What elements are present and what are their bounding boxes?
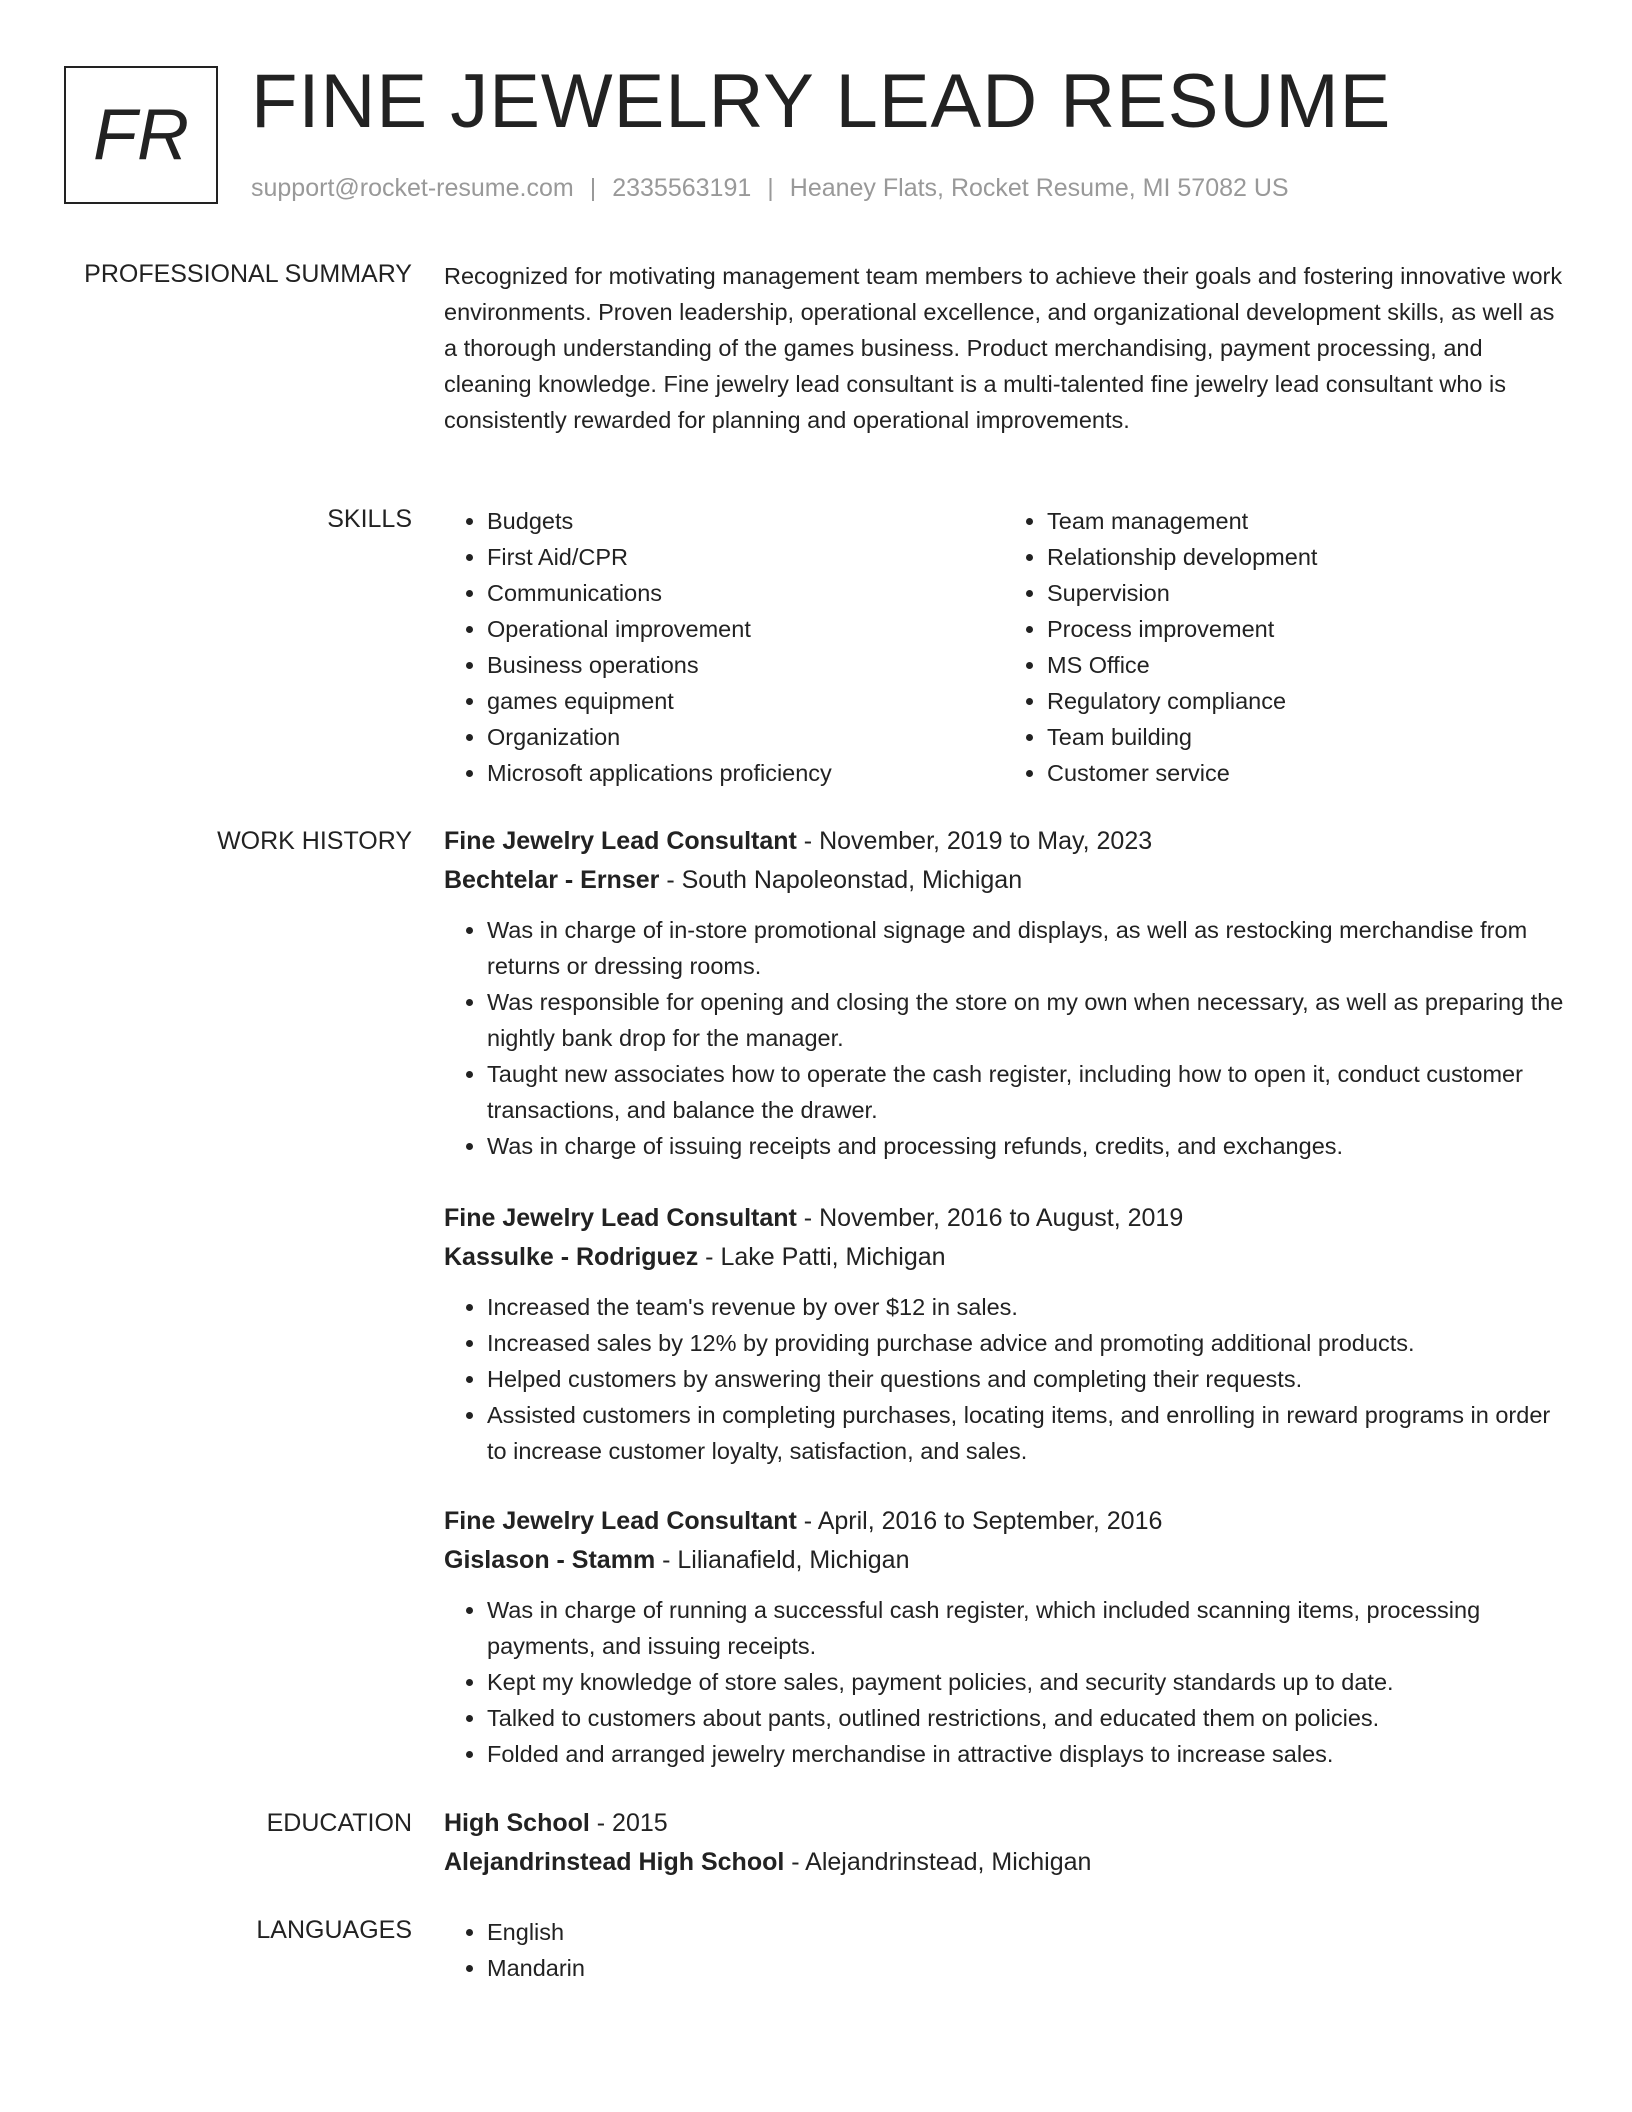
skill-item: • Operational improvement bbox=[487, 611, 1004, 647]
job-title-line bbox=[444, 1199, 1564, 1238]
job-company-line bbox=[444, 1238, 1564, 1277]
job-dates: - November, 2016 to August, 2019 bbox=[796, 1204, 1184, 1232]
section-label-work-history: WORK HISTORY bbox=[217, 827, 412, 855]
job-duty-item: • Was in charge of in-store promotional signage and displays, as well as restocking merchandise from returns or dressing rooms. bbox=[487, 912, 1564, 984]
job-duties-list bbox=[444, 1592, 1564, 1772]
job-duty-item: • Increased the team's revenue by over $12 in sales. bbox=[487, 1289, 1564, 1325]
job-duty-item: • Talked to customers about pants, outlined restrictions, and educated them on policies. bbox=[487, 1700, 1564, 1736]
job-duties-list bbox=[444, 912, 1564, 1164]
skill-item: • Regulatory compliance bbox=[1047, 683, 1564, 719]
education-school: Alejandrinstead High School bbox=[444, 1848, 785, 1876]
job-title: Fine Jewelry Lead Consultant bbox=[444, 1507, 797, 1535]
job-duty-item: • Taught new associates how to operate the cash register, including how to open it, conduct customer transactions, and balance the drawer. bbox=[487, 1056, 1564, 1128]
job-dates: - April, 2016 to September, 2016 bbox=[796, 1507, 1163, 1535]
job-title-line bbox=[444, 1502, 1564, 1541]
skill-item: • Communications bbox=[487, 575, 1004, 611]
monogram-logo: FR bbox=[64, 66, 218, 204]
summary-text: Recognized for motivating management team members to achieve their goals and fostering innovative work environments. Proven leadership, operational excellence, and organizational development skills, as well as a thorough understanding of the games business. Product merchandising, payment processing, and cleaning knowledge. Fine jewelry lead consultant is a multi-talented fine jewelry lead consultant who is consistently rewarded for planning and operational improvements. bbox=[444, 263, 1563, 433]
skills-list-left bbox=[444, 503, 1004, 791]
job-company-line bbox=[444, 1541, 1564, 1580]
language-item: • Mandarin bbox=[487, 1950, 1564, 1986]
skill-item: • Team building bbox=[1047, 719, 1564, 755]
section-label-education: EDUCATION bbox=[266, 1809, 412, 1837]
job-duty-item: • Increased sales by 12% by providing purchase advice and promoting additional products. bbox=[487, 1325, 1564, 1361]
job-entry bbox=[444, 822, 1564, 1164]
skill-item: • Process improvement bbox=[1047, 611, 1564, 647]
skill-item: • MS Office bbox=[1047, 647, 1564, 683]
section-label-summary: PROFESSIONAL SUMMARY bbox=[84, 260, 412, 288]
contact-email[interactable]: support@rocket-resume.com bbox=[251, 174, 574, 202]
language-item: • English bbox=[487, 1914, 1564, 1950]
job-location: - South Napoleonstad, Michigan bbox=[659, 866, 1023, 894]
job-duty-item: • Was in charge of running a successful cash register, which included scanning items, processing payments, and issuing receipts. bbox=[487, 1592, 1564, 1664]
skill-item: • Business operations bbox=[487, 647, 1004, 683]
job-title: Fine Jewelry Lead Consultant bbox=[444, 827, 797, 855]
contact-address: Heaney Flats, Rocket Resume, MI 57082 US bbox=[789, 174, 1289, 202]
skill-item: • Organization bbox=[487, 719, 1004, 755]
job-entry bbox=[444, 1199, 1564, 1469]
job-company-line bbox=[444, 861, 1564, 900]
education-year: - 2015 bbox=[589, 1809, 668, 1837]
section-label-languages: LANGUAGES bbox=[256, 1916, 412, 1944]
job-duty-item: • Folded and arranged jewelry merchandise in attractive displays to increase sales. bbox=[487, 1736, 1564, 1772]
job-dates: - November, 2019 to May, 2023 bbox=[796, 827, 1153, 855]
job-title: Fine Jewelry Lead Consultant bbox=[444, 1204, 797, 1232]
section-label-skills: SKILLS bbox=[327, 505, 412, 533]
job-company: Bechtelar - Ernser bbox=[444, 866, 660, 894]
job-location: - Lilianafield, Michigan bbox=[655, 1546, 910, 1574]
job-entry bbox=[444, 1502, 1564, 1772]
education-location: - Alejandrinstead, Michigan bbox=[784, 1848, 1092, 1876]
job-title-line bbox=[444, 822, 1564, 861]
job-company: Kassulke - Rodriguez bbox=[444, 1243, 699, 1271]
education-degree: High School bbox=[444, 1809, 590, 1837]
contact-separator: | bbox=[767, 174, 774, 202]
skill-item: • games equipment bbox=[487, 683, 1004, 719]
education-degree-line bbox=[444, 1804, 1564, 1843]
skill-item: • Customer service bbox=[1047, 755, 1564, 791]
job-duty-item: • Was in charge of issuing receipts and processing refunds, credits, and exchanges. bbox=[487, 1128, 1564, 1164]
job-duties-list bbox=[444, 1289, 1564, 1469]
job-location: - Lake Patti, Michigan bbox=[698, 1243, 946, 1271]
job-duty-item: • Was responsible for opening and closing the store on my own when necessary, as well as preparing the nightly bank drop for the manager. bbox=[487, 984, 1564, 1056]
skill-item: • Relationship development bbox=[1047, 539, 1564, 575]
job-duty-item: • Helped customers by answering their questions and completing their requests. bbox=[487, 1361, 1564, 1397]
education-school-line bbox=[444, 1843, 1564, 1882]
contact-line bbox=[251, 174, 1289, 203]
contact-phone[interactable]: 2335563191 bbox=[612, 174, 752, 202]
skills-list-right bbox=[1004, 503, 1564, 791]
resume-title: FINE JEWELRY LEAD RESUME bbox=[251, 59, 1392, 144]
skill-item: • Budgets bbox=[487, 503, 1004, 539]
contact-separator: | bbox=[589, 174, 597, 202]
skill-item: • Supervision bbox=[1047, 575, 1564, 611]
languages-list bbox=[444, 1914, 1564, 1986]
skill-item: • First Aid/CPR bbox=[487, 539, 1004, 575]
job-duty-item: • Assisted customers in completing purchases, locating items, and enrolling in reward programs in order to increase customer loyalty, satisfaction, and sales. bbox=[487, 1397, 1564, 1469]
job-duty-item: • Kept my knowledge of store sales, payment policies, and security standards up to date. bbox=[487, 1664, 1564, 1700]
skill-item: • Microsoft applications proficiency bbox=[487, 755, 1004, 791]
job-company: Gislason - Stamm bbox=[444, 1546, 656, 1574]
skill-item: • Team management bbox=[1047, 503, 1564, 539]
